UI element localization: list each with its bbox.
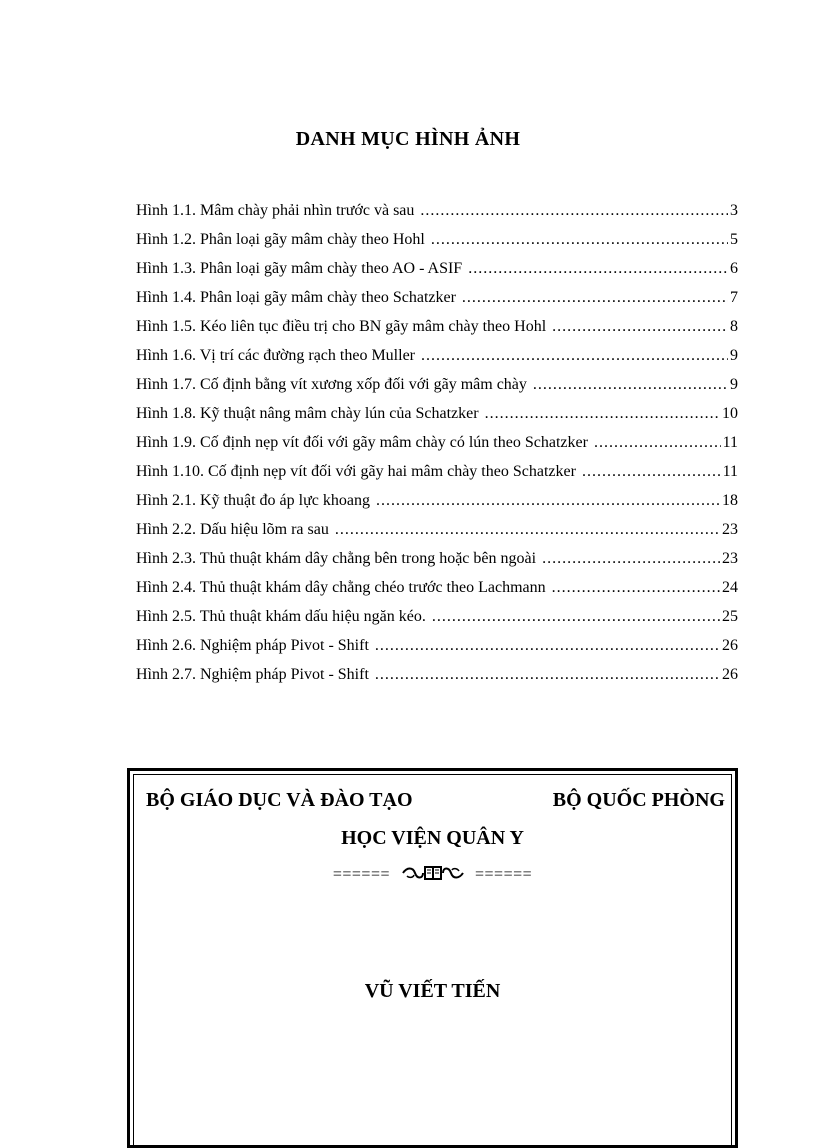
page-number: 18 <box>722 492 738 509</box>
figure-label: Hình 1.2. Phân loại gãy mâm chày theo Hohl <box>136 231 425 248</box>
page-number: 11 <box>722 463 738 480</box>
page-number: 23 <box>722 550 738 567</box>
dot-leader <box>375 660 720 689</box>
figure-label: Hình 2.3. Thủ thuật khám dây chằng bên trong hoặc bên ngoài <box>136 550 537 567</box>
dot-leader <box>335 515 720 544</box>
page-number: 23 <box>722 521 738 538</box>
ministry-defense: BỘ QUỐC PHÒNG <box>552 789 725 811</box>
page-number: 10 <box>722 405 738 422</box>
figure-label: Hình 2.1. Kỹ thuật đo áp lực khoang <box>136 492 370 509</box>
author-name: VŨ VIẾT TIẾN <box>364 980 501 1002</box>
list-item <box>136 631 738 660</box>
figure-label: Hình 1.8. Kỹ thuật nâng mâm chày lún của Schatzker <box>136 405 479 422</box>
figure-label: Hình 1.3. Phân loại gãy mâm chày theo AO - ASIF <box>136 260 463 277</box>
divider-right: ====== <box>475 866 533 883</box>
figure-label: Hình 1.1. Mâm chày phải nhìn trước và sau <box>136 202 415 219</box>
dot-leader <box>420 196 728 225</box>
list-item <box>136 254 738 283</box>
academy-name: HỌC VIỆN QUÂN Y <box>341 827 524 849</box>
dot-leader <box>431 225 728 254</box>
list-item <box>136 486 738 515</box>
page-number: 26 <box>722 637 738 654</box>
ornament-divider <box>134 865 731 884</box>
list-item <box>136 428 738 457</box>
dot-leader <box>421 341 728 370</box>
list-item <box>136 457 738 486</box>
cover-page-frame <box>127 768 738 1148</box>
figure-label: Hình 1.10. Cố định nẹp vít đối với gãy hai mâm chày theo Schatzker <box>136 463 576 480</box>
list-item <box>136 196 738 225</box>
dot-leader <box>375 631 720 660</box>
dot-leader <box>462 283 728 312</box>
page-number: 3 <box>730 202 738 219</box>
dot-leader <box>552 312 728 341</box>
list-item <box>136 544 738 573</box>
figure-list <box>136 196 738 689</box>
list-item <box>136 341 738 370</box>
cover-header <box>146 789 725 812</box>
list-item <box>136 283 738 312</box>
figure-label: Hình 1.4. Phân loại gãy mâm chày theo Schatzker <box>136 289 456 306</box>
dot-leader <box>432 602 720 631</box>
divider-left: ====== <box>332 866 390 883</box>
figure-label: Hình 1.9. Cố định nẹp vít đối với gãy mâm chày có lún theo Schatzker <box>136 434 588 451</box>
figure-label: Hình 2.6. Nghiệm pháp Pivot - Shift <box>136 637 369 654</box>
figure-label: Hình 2.2. Dấu hiệu lõm ra sau <box>136 521 329 538</box>
dot-leader <box>533 370 728 399</box>
page-number: 26 <box>722 666 738 683</box>
page-number: 24 <box>722 579 738 596</box>
list-item <box>136 225 738 254</box>
page-number: 25 <box>722 608 738 625</box>
dot-leader <box>468 254 728 283</box>
figure-label: Hình 2.5. Thủ thuật khám dấu hiệu ngăn kéo. <box>136 608 426 625</box>
dot-leader <box>542 544 720 573</box>
list-item <box>136 399 738 428</box>
figure-label: Hình 1.5. Kéo liên tục điều trị cho BN gãy mâm chày theo Hohl <box>136 318 547 335</box>
page-number: 11 <box>722 434 738 451</box>
dot-leader <box>485 399 720 428</box>
dot-leader <box>552 573 720 602</box>
dot-leader <box>582 457 721 486</box>
list-item <box>136 515 738 544</box>
list-item <box>136 370 738 399</box>
list-item <box>136 573 738 602</box>
page-number: 9 <box>730 347 738 364</box>
page-number: 9 <box>730 376 738 393</box>
dot-leader <box>594 428 721 457</box>
page-number: 6 <box>730 260 738 277</box>
page-number: 8 <box>730 318 738 335</box>
dot-leader <box>376 486 720 515</box>
list-item <box>136 660 738 689</box>
figure-label: Hình 1.6. Vị trí các đường rạch theo Muller <box>136 347 415 364</box>
list-item <box>136 602 738 631</box>
figure-label: Hình 2.7. Nghiệm pháp Pivot - Shift <box>136 666 369 683</box>
cover-inner-border <box>133 774 732 1145</box>
page-title: DANH MỤC HÌNH ẢNH <box>295 128 521 150</box>
page-number: 5 <box>730 231 738 248</box>
list-item <box>136 312 738 341</box>
figure-label: Hình 2.4. Thủ thuật khám dây chằng chéo trước theo Lachmann <box>136 579 546 596</box>
figure-label: Hình 1.7. Cố định bằng vít xương xốp đối với gãy mâm chày <box>136 376 527 393</box>
page-number: 7 <box>730 289 738 306</box>
ministry-education: BỘ GIÁO DỤC VÀ ĐÀO TẠO <box>146 789 413 811</box>
book-ornament-icon <box>401 865 465 884</box>
